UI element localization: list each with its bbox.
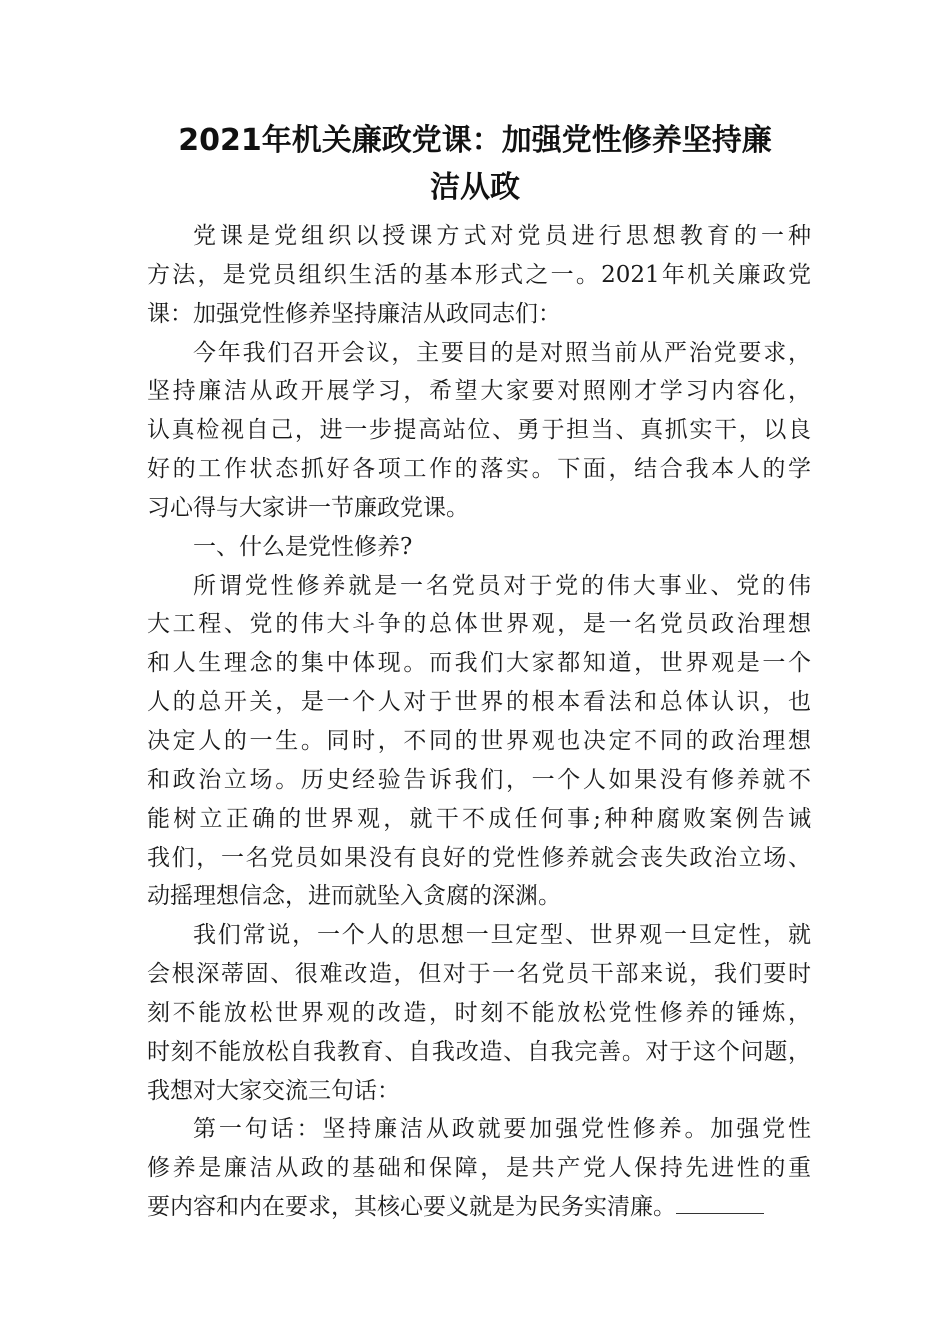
fill-in-blank-underline <box>676 1191 764 1214</box>
paragraph-line: 坚持廉洁从政开展学习，希望大家要对照刚才学习内容化， <box>147 378 811 405</box>
paragraph <box>147 567 811 917</box>
paragraph-line: 我想对大家交流三句话： <box>147 1077 400 1104</box>
document-title-line-2: 洁从政 <box>430 170 520 205</box>
paragraph-line: 一、什么是党性修养? <box>193 533 413 560</box>
paragraph-line: 时刻不能放松自我教育、自我改造、自我完善。对于这个问题， <box>147 1038 811 1065</box>
paragraph-line: 大工程、党的伟大斗争的总体世界观，是一名党员政治理想 <box>147 611 811 638</box>
document-title-line-1: 2021年机关廉政党课：加强党性修养坚持廉 <box>178 123 772 158</box>
paragraph-line: 决定人的一生。同时，不同的世界观也决定不同的政治理想 <box>147 727 811 754</box>
paragraph-line: 要内容和内在要求，其核心要义就是为民务实清廉。 <box>147 1188 811 1227</box>
paragraph <box>147 1110 811 1227</box>
paragraph-line: 我们，一名党员如果没有良好的党性修养就会丧失政治立场、 <box>147 844 811 871</box>
document-body <box>147 217 811 1227</box>
paragraph-line: 党课是党组织以授课方式对党员进行思想教育的一种 <box>193 223 811 249</box>
paragraph-line: 课：加强党性修养坚持廉洁从政同志们： <box>147 300 561 327</box>
paragraph-line: 今年我们召开会议，主要目的是对照当前从严治党要求， <box>193 339 811 366</box>
paragraph-line: 会根深蒂固、很难改造，但对于一名党员干部来说，我们要时 <box>147 961 811 988</box>
paragraph-line: 习心得与大家讲一节廉政党课。 <box>147 494 469 521</box>
paragraph-line: 所谓党性修养就是一名党员对于党的伟大事业、党的伟 <box>193 572 811 599</box>
paragraph <box>147 334 811 528</box>
paragraph-line: 刻不能放松世界观的改造，时刻不能放松党性修养的锤炼， <box>147 999 811 1026</box>
paragraph-line: 和人生理念的集中体现。而我们大家都知道，世界观是一个 <box>147 650 811 677</box>
paragraph-line: 好的工作状态抓好各项工作的落实。下面，结合我本人的学 <box>147 456 811 483</box>
paragraph-line: 能树立正确的世界观，就干不成任何事;种种腐败案例告诫 <box>147 805 811 832</box>
paragraph-line: 方法，是党员组织生活的基本形式之一。2021年机关廉政党 <box>147 261 811 288</box>
paragraph-line: 第一句话：坚持廉洁从政就要加强党性修养。加强党性 <box>193 1116 811 1143</box>
paragraph-line: 修养是廉洁从政的基础和保障，是共产党人保持先进性的重 <box>147 1155 811 1182</box>
paragraph-line: 人的总开关，是一个人对于世界的根本看法和总体认识，也 <box>147 689 811 716</box>
paragraph <box>147 217 811 334</box>
paragraph-line: 动摇理想信念，进而就坠入贪腐的深渊。 <box>147 883 561 910</box>
paragraph <box>147 916 811 1110</box>
paragraph <box>147 528 811 567</box>
paragraph-line: 和政治立场。历史经验告诉我们，一个人如果没有修养就不 <box>147 766 811 793</box>
paragraph-line: 认真检视自己，进一步提高站位、勇于担当、真抓实干，以良 <box>147 417 811 444</box>
paragraph-line: 我们常说，一个人的思想一旦定型、世界观一旦定性，就 <box>193 922 811 949</box>
